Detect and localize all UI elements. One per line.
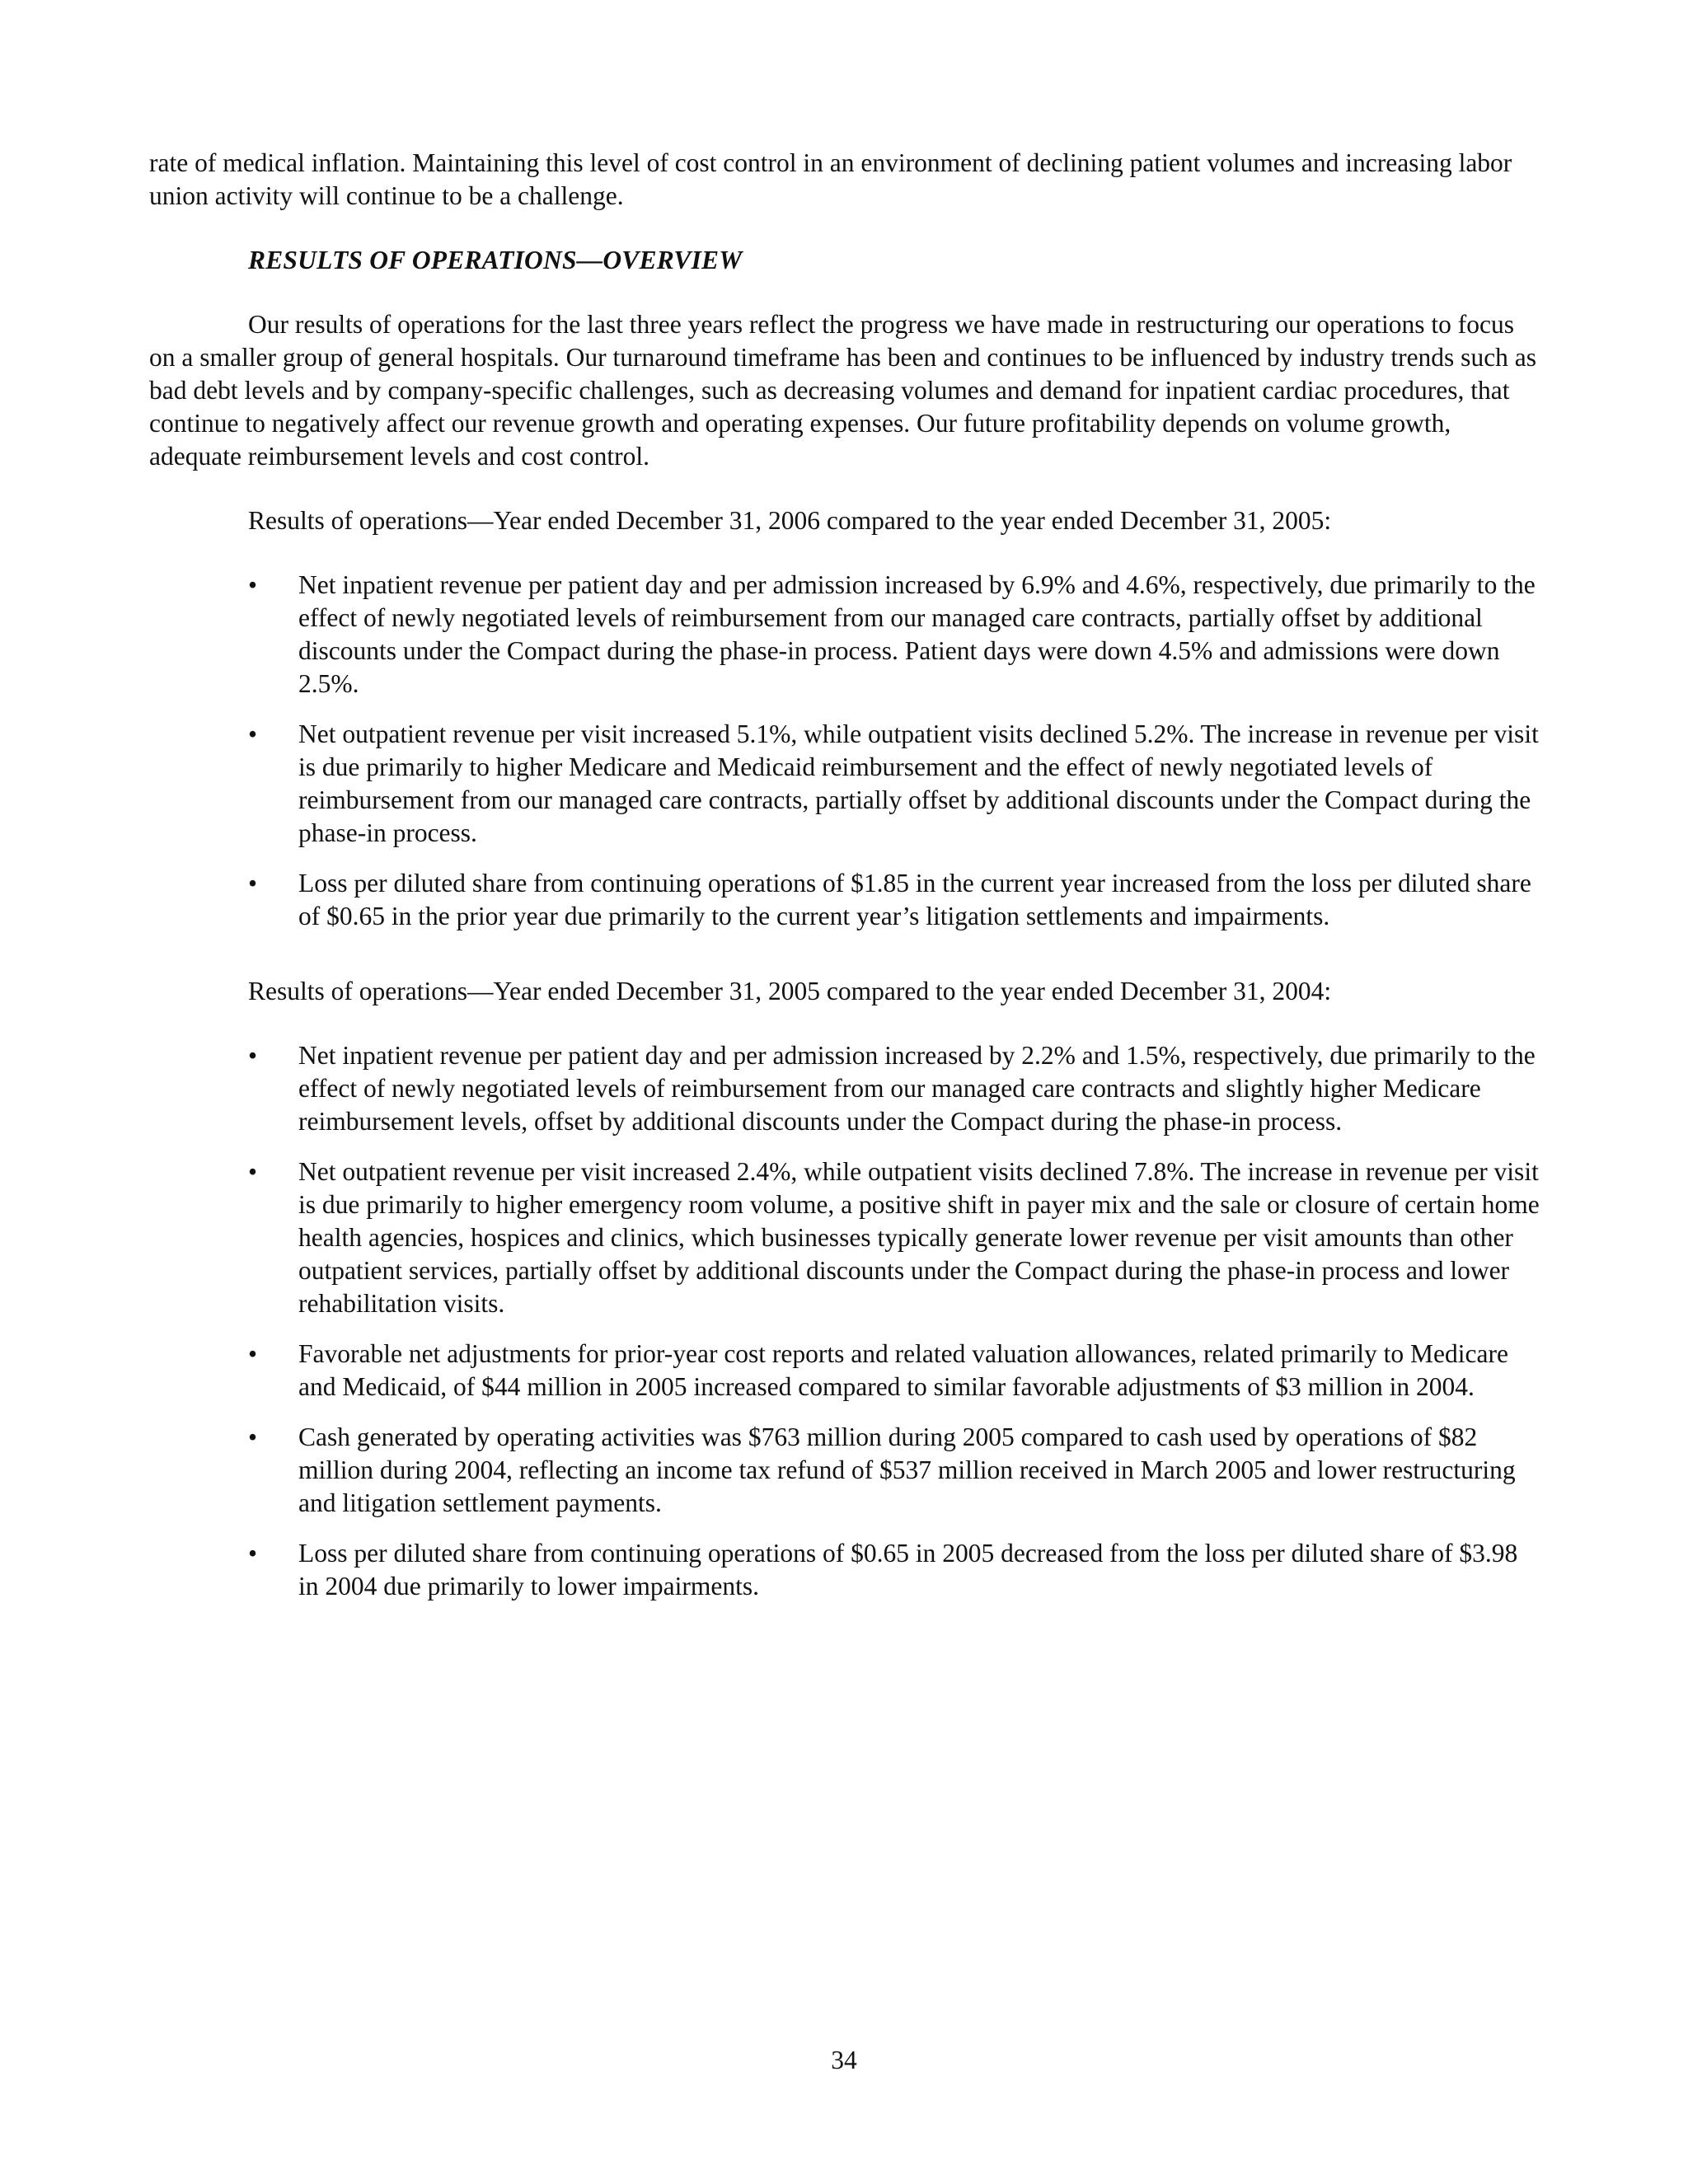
- list-item-text: Loss per diluted share from continuing operations of $0.65 in 2005 decreased from the loss per diluted share of $3.98 in 2004 due primarily to lower impairments.: [298, 1539, 1518, 1601]
- bullet-icon: •: [248, 1157, 258, 1186]
- list-item: [149, 1421, 1542, 1520]
- bullet-list: [149, 1039, 1542, 1603]
- list-item-text: Loss per diluted share from continuing operations of $1.85 in the current year increased from the loss per diluted share of $0.65 in the prior year due primarily to the current year’s litigation settlements and impairments.: [298, 869, 1531, 930]
- list-item: [149, 1338, 1542, 1404]
- comparison-2006-vs-2005: [149, 504, 1542, 933]
- list-item-text: Favorable net adjustments for prior-year cost reports and related valuation allowances, related primarily to Medicare and Medicaid, of $44 million in 2005 increased compared to similar favorable adjustments of $3 million in 2004.: [298, 1339, 1508, 1401]
- overview-paragraph: Our results of operations for the last three years reflect the progress we have made in restructuring our operations to focus on a smaller group of general hospitals. Our turnaround timeframe has been and continues to be influenced by industry trends such as bad debt levels and by company-specific challenges, such as decreasing volumes and demand for inpatient cardiac procedures, that continue to negatively affect our revenue growth and operating expenses. Our future profitability depends on volume growth, adequate reimbursement levels and cost control.: [149, 310, 1537, 471]
- list-item: [149, 867, 1542, 933]
- list-item: [149, 1039, 1542, 1138]
- section-spacer: [149, 950, 1542, 975]
- list-item-text: Net outpatient revenue per visit increased 5.1%, while outpatient visits declined 5.2%. The increase in revenue per visit is due primarily to higher Medicare and Medicaid reimbursement and the effect of newly negotiated levels of reimbursement from our managed care contracts, partially offset by additional discounts under the Compact during the phase-in process.: [298, 719, 1539, 847]
- bullet-icon: •: [248, 1041, 258, 1070]
- comparison-heading: Results of operations—Year ended December 31, 2005 compared to the year ended December 31, 2004:: [248, 977, 1332, 1005]
- bullet-icon: •: [248, 1339, 258, 1368]
- comparison-heading: Results of operations—Year ended December 31, 2006 compared to the year ended December 31, 2005:: [248, 506, 1332, 535]
- list-item-text: Net inpatient revenue per patient day and per admission increased by 2.2% and 1.5%, respectively, due primarily to the effect of newly negotiated levels of reimbursement from our managed care contracts and slightly higher Medicare reimbursement levels, offset by additional discounts under the Compact during the phase-in process.: [298, 1041, 1536, 1136]
- comparison-2005-vs-2004: [149, 975, 1542, 1603]
- list-item: [149, 1537, 1542, 1603]
- list-item-text: Net inpatient revenue per patient day and per admission increased by 6.9% and 4.6%, respectively, due primarily to the effect of newly negotiated levels of reimbursement from our managed care contracts, partially offset by additional discounts under the Compact during the phase-in process. Patient days were down 4.5% and admissions were down 2.5%.: [298, 570, 1536, 698]
- section-heading: RESULTS OF OPERATIONS—OVERVIEW: [248, 246, 743, 274]
- bullet-icon: •: [248, 869, 258, 898]
- bullet-icon: •: [248, 1539, 258, 1568]
- bullet-icon: •: [248, 719, 258, 748]
- list-item: [149, 718, 1542, 850]
- bullet-icon: •: [248, 570, 258, 599]
- page-number: 34: [831, 2046, 857, 2074]
- list-item: [149, 1155, 1542, 1320]
- list-item-text: Net outpatient revenue per visit increased 2.4%, while outpatient visits declined 7.8%. The increase in revenue per visit is due primarily to higher emergency room volume, a positive shift in payer mix and the sale or closure of certain home health agencies, hospices and clinics, which businesses typically generate lower revenue per visit amounts than other outpatient services, partially offset by additional discounts under the Compact during the phase-in process and lower rehabilitation visits.: [298, 1157, 1540, 1318]
- bullet-list: [149, 569, 1542, 933]
- document-page: [149, 147, 1542, 1620]
- intro-paragraph: rate of medical inflation. Maintaining this level of cost control in an environment of declining patient volumes and increasing labor union activity will continue to be a challenge.: [149, 148, 1512, 210]
- list-item-text: Cash generated by operating activities was $763 million during 2005 compared to cash used by operations of $82 million during 2004, reflecting an income tax refund of $537 million received in March 2005 and lower restructuring and litigation settlement payments.: [298, 1422, 1516, 1517]
- list-item: [149, 569, 1542, 701]
- bullet-icon: •: [248, 1422, 258, 1451]
